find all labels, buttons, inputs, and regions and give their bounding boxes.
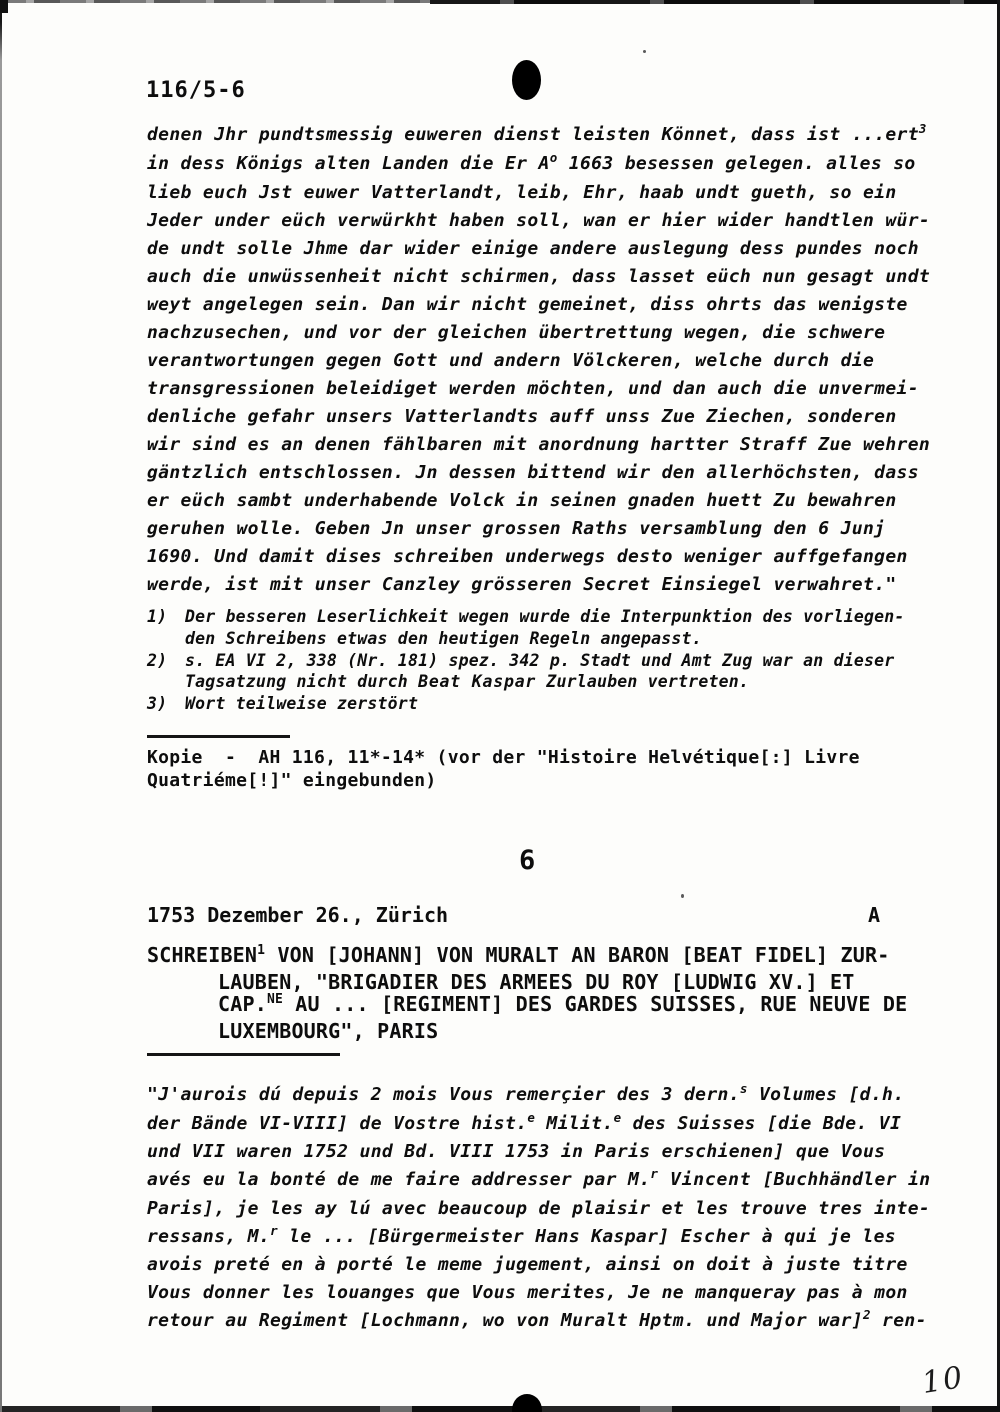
french-line-text: Milit.	[535, 1112, 614, 1134]
footnote-superscript: 1	[257, 943, 266, 958]
entry-title-line: LUXEMBOURG", PARIS	[218, 1018, 439, 1043]
scan-edge-bottom	[0, 1406, 1000, 1412]
letter-line-text: in dess Königs alten Landen die Er A	[147, 153, 550, 174]
hole-punch-bottom-mark	[512, 1394, 542, 1412]
letter-line: transgressionen beleidiget werden möchten, und dan auch die unvermei-	[147, 378, 919, 399]
entry-title-text: AU ... [REGIMENT] DES GARDES SUISSES, RUE NEUVE DE	[283, 992, 908, 1016]
footnote-body	[185, 693, 418, 715]
french-letter-line: Vous donner les louanges que Vous merites, Je ne manqueray pas à mon	[147, 1281, 908, 1303]
superscript-anno: s	[739, 1081, 748, 1096]
scan-corner-mark	[0, 0, 8, 13]
letter-line: auch die unwüssenheit nicht schirmen, dass lasset eüch nun gesagt undt	[147, 266, 931, 287]
letter-line: verantwortungen gegen Gott und andern Völckeren, welche durch die	[147, 350, 875, 371]
letter-line: geruhen wolle. Geben Jn unser grossen Raths versamblung den 6 Junj	[147, 518, 886, 539]
letter-line-text: 1663 besessen gelegen. alles so	[557, 153, 916, 174]
superscript-anno: NE	[266, 992, 284, 1007]
page-header-number: 116/5-6	[146, 78, 246, 103]
entry-title-line: LAUBEN, "BRIGADIER DES ARMEES DU ROY [LUDWIG XV.] ET	[218, 969, 855, 994]
french-line-text: Volumes [d.h.	[747, 1084, 905, 1105]
letter-line: 1690. Und damit dises schreiben underwegs desto weniger auffgefangen	[147, 546, 908, 567]
french-line-text: avés eu la bonté de me faire addresser par M.	[147, 1169, 651, 1191]
french-letter-line	[147, 1081, 930, 1110]
letter-line: Jeder under eüch verwürkht haben soll, wan er hier wider handtlen wür-	[147, 210, 931, 231]
footnote-body	[185, 650, 894, 694]
footnote-marker: 2)	[147, 650, 168, 670]
footnote-superscript: 2	[862, 1306, 871, 1322]
french-line-text: ren-	[870, 1309, 927, 1331]
footnote-line: den Schreibens etwas den heutigen Regeln angepasst.	[185, 628, 702, 648]
superscript-anno: e	[613, 1109, 622, 1125]
quoted-letter-block	[147, 121, 930, 599]
superscript-anno: o	[549, 150, 558, 165]
french-letter-line: Paris], je les ay lú avec beaucoup de plaisir et les trouve tres inte-	[147, 1197, 931, 1219]
footnote-item-1	[147, 606, 905, 650]
bold-name: Escher	[680, 1225, 751, 1247]
entry-title-text: VON [JOHANN] VON MURALT AN BARON [BEAT FIDEL] ZUR-	[265, 943, 890, 967]
ink-speck	[643, 50, 646, 53]
bold-name: Beat Kaspar	[418, 672, 537, 692]
french-line-text: "J'aurois dú depuis 2 mois Vous remerçier des 3 dern.	[147, 1084, 740, 1105]
handwritten-page-number: 10	[919, 1359, 967, 1402]
french-line-text: retour au Regiment [Lochmann, wo von Muralt Hptm. und Major war]	[147, 1309, 863, 1331]
superscript-anno: e	[527, 1109, 536, 1125]
copy-reference-block	[147, 747, 860, 792]
footnote-line: Der besseren Leserlichkeit wegen wurde die Interpunktion des vorliegen-	[185, 607, 905, 626]
french-letter-line	[147, 1166, 930, 1195]
copy-reference-line: Quatriéme[!]" eingebunden)	[147, 769, 437, 791]
footnote-marker: 1)	[147, 607, 168, 626]
french-line-text: ressans, M.	[147, 1225, 271, 1247]
french-line-text: le ... [Bürgermeister Hans Kaspar]	[277, 1225, 681, 1247]
french-line-text: des Suisses [die Bde. VI	[621, 1112, 902, 1134]
entry-title-block	[147, 944, 907, 1042]
entry-title-line	[147, 944, 907, 971]
entry-title-line	[147, 993, 907, 1020]
french-line-text: à qui je les	[750, 1225, 896, 1247]
footnote-item-2	[147, 650, 905, 694]
superscript-anno: r	[650, 1166, 659, 1182]
footnote-list	[147, 606, 905, 715]
separator-rule	[147, 735, 290, 738]
letter-line: werde, ist mit unser Canzley grösseren Secret Einsiegel verwahret."	[147, 574, 897, 595]
letter-line: er eüch sambt underhabende Volck in seinen gnaden huett Zu bewahren	[147, 490, 897, 511]
letter-line: nachzusechen, und vor der gleichen übertrettung wegen, die schwere	[147, 322, 886, 343]
letter-line: de undt solle Jhme dar wider einige andere auslegung dess pundes noch	[147, 238, 919, 259]
letter-line: weyt angelegen sein. Dan wir nicht gemeinet, diss ohrts das wenigste	[147, 294, 908, 315]
archive-series-letter: A	[868, 903, 881, 927]
footnote-line-text: Tagsatzung nicht durch	[185, 672, 419, 692]
separator-rule	[147, 1053, 340, 1056]
footnote-body	[185, 606, 905, 650]
scan-edge-left	[0, 0, 2, 1412]
french-line-text: der Bände VI-VIII] de Vostre hist.	[147, 1112, 528, 1134]
footnote-line: s. EA VI 2, 338 (Nr. 181) spez. 342 p. Stadt und Amt Zug war an dieser	[185, 650, 895, 670]
letter-line	[147, 121, 930, 150]
letter-line	[147, 150, 930, 179]
scan-edge-top-dark-band	[430, 0, 1000, 4]
footnote-line	[185, 671, 894, 693]
footnote-marker: 3)	[147, 694, 168, 714]
entry-number: 6	[519, 845, 536, 876]
copy-reference-line: Kopie - AH 116, 11*-14* (vor der "Histoire Helvétique[:] Livre	[147, 747, 860, 768]
footnote-line: Wort teilweise zerstört	[185, 694, 419, 714]
french-letter-line	[147, 1307, 930, 1336]
entry-date: 1753 Dezember 26., Zürich	[147, 903, 449, 927]
ink-speck	[681, 894, 684, 898]
entry-title-text: CAP.	[218, 992, 267, 1016]
french-line-text: [Buchhändler in	[751, 1169, 931, 1191]
quoted-french-letter-block	[147, 1081, 930, 1335]
footnote-superscript: 3	[918, 121, 927, 136]
bold-name: Vincent	[658, 1169, 752, 1191]
french-letter-line: und VII waren 1752 und Bd. VIII 1753 in Paris erschienen] que Vous	[147, 1141, 886, 1163]
footnote-line-text: Zurlauben vertreten.	[536, 672, 749, 692]
letter-line: gäntzlich entschlossen. Jn dessen bittend wir den allerhöchsten, dass	[147, 462, 919, 483]
french-letter-line	[147, 1110, 930, 1139]
footnote-item-3	[147, 693, 905, 715]
letter-line-text: denen Jhr pundtsmessig euweren dienst leisten Könnet, dass ist ...ert	[147, 124, 919, 145]
french-letter-line: avois preté en à porté le meme jugement, ainsi on doit à juste titre	[147, 1254, 908, 1276]
entry-title-text: SCHREIBEN	[147, 943, 258, 967]
superscript-anno: r	[270, 1222, 278, 1238]
letter-line: lieb euch Jst euwer Vatterlandt, leib, Ehr, haab undt gueth, so ein	[147, 182, 897, 203]
letter-line: wir sind es an denen fählbaren mit anordnung hartter Straff Zue wehren	[147, 434, 931, 455]
french-letter-line	[147, 1223, 930, 1252]
hole-punch-top-mark	[512, 60, 541, 100]
letter-line: denliche gefahr unsers Vatterlandts auff unss Zue Ziechen, sonderen	[147, 406, 897, 427]
